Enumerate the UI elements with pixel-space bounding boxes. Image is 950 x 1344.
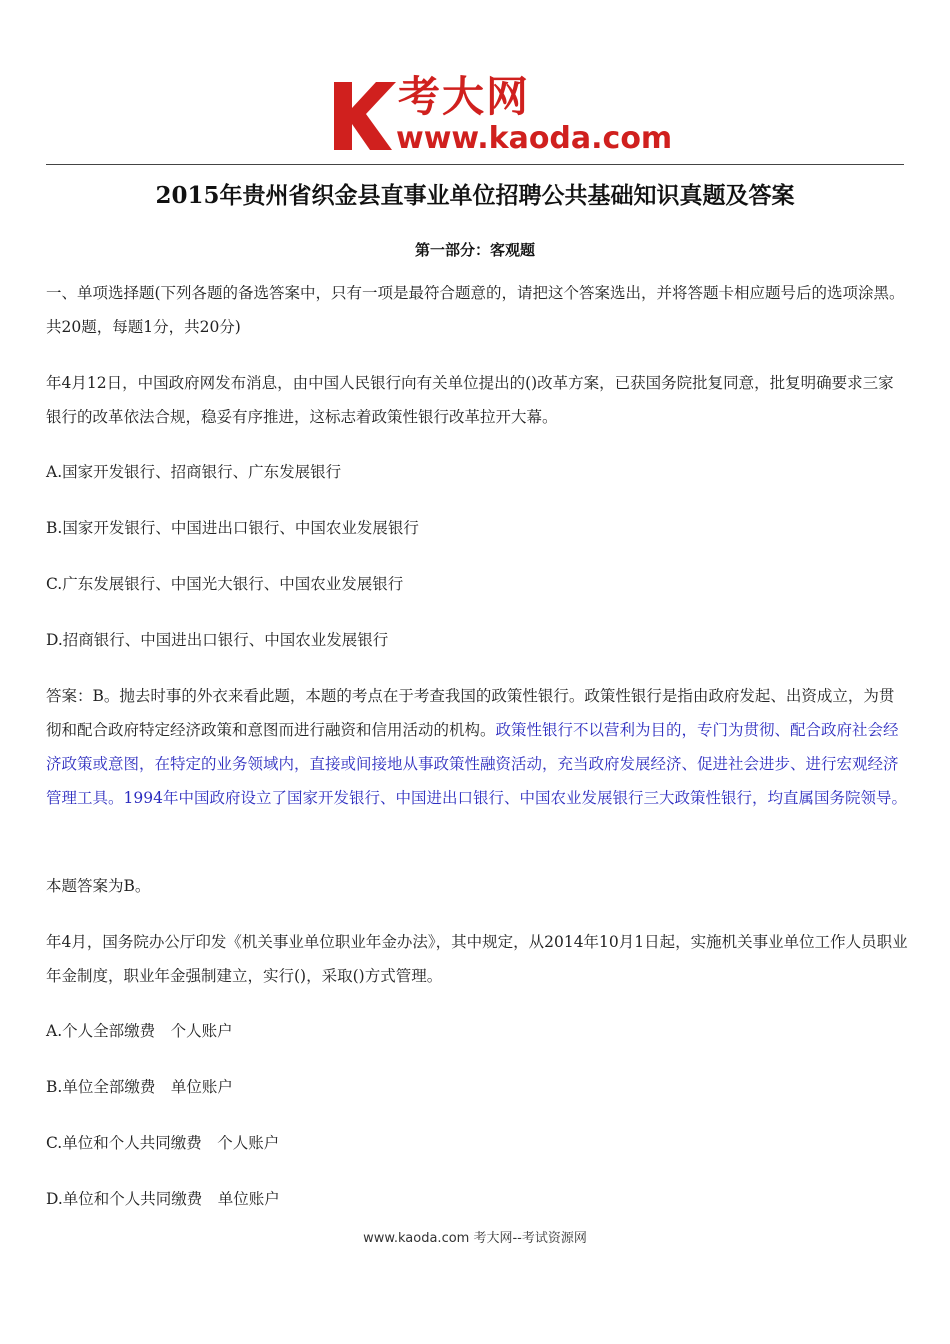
q2-option-c: C.单位和个人共同缴费 个人账户 [46, 1134, 280, 1152]
kaoda-logo[interactable] [330, 72, 673, 160]
question-1-stem: 年4月12日，中国政府网发布消息，由中国人民银行向有关单位提出的()改革方案，已获国务院批复同意，批复明确要求三家银行的改革依法合规，稳妥有序推进，这标志着政策性银行改革拉开大幕。 [46, 374, 894, 426]
q1-answer: 本题答案为B。 [46, 877, 151, 895]
document-title: 2015年贵州省织金县直事业单位招聘公共基础知识真题及答案 [155, 182, 795, 209]
q1-option-b: B.国家开发银行、中国进出口银行、中国农业发展银行 [46, 519, 419, 537]
logo-title: 考大网 [398, 72, 531, 121]
question-2-stem: 年4月，国务院办公厅印发《机关事业单位职业年金办法》，其中规定，从2014年10月1日起，实施机关事业单位工作人员职业年金制度，职业年金强制建立，实行()，采取()方式管理。 [46, 933, 908, 985]
page-footer: www.kaoda.com 考大网--考试资源网 [363, 1231, 587, 1246]
logo-url: www.kaoda.com [396, 121, 673, 156]
q1-option-c: C.广东发展银行、中国光大银行、中国农业发展银行 [46, 575, 404, 593]
section-heading: 第一部分：客观题 [414, 241, 535, 259]
q1-explanation [46, 679, 908, 815]
instructions: 一、单项选择题(下列各题的备选答案中，只有一项是最符合题意的，请把这个答案选出，并将答题卡相应题号后的选项涂黑。共20题，每题1分，共20分) [46, 284, 905, 336]
q2-option-a: A.个人全部缴费 个人账户 [46, 1022, 233, 1040]
explanation-highlight: 政策性银行不以营利为目的，专门为贯彻、配合政府社会经济政策或意图，在特定的业务领域内，直接或间接地从事政策性融资活动，充当政府发展经济、促进社会进步、进行宏观经济管理工具。1994年中国政府设立了国家开发银行、中国进出口银行、中国农业发展银行三大政策性银行，均直属国务院领导。 [46, 721, 907, 807]
q2-option-d: D.单位和个人共同缴费 单位账户 [46, 1190, 280, 1208]
q1-option-d: D.招商银行、中国进出口银行、中国农业发展银行 [46, 631, 389, 649]
q1-option-a: A.国家开发银行、招商银行、广东发展银行 [46, 463, 342, 481]
explanation-text: 答案：B。抛去时事的外衣来看此题，本题的考点在于考查我国的政策性银行。政策性银行是指由政府发起、出资成立，为贯彻和配合政府特定经济政策和意图而进行融资和信用活动的机构。 [46, 687, 895, 739]
header-divider [46, 164, 904, 165]
q2-option-b: B.单位全部缴费 单位账户 [46, 1078, 233, 1096]
